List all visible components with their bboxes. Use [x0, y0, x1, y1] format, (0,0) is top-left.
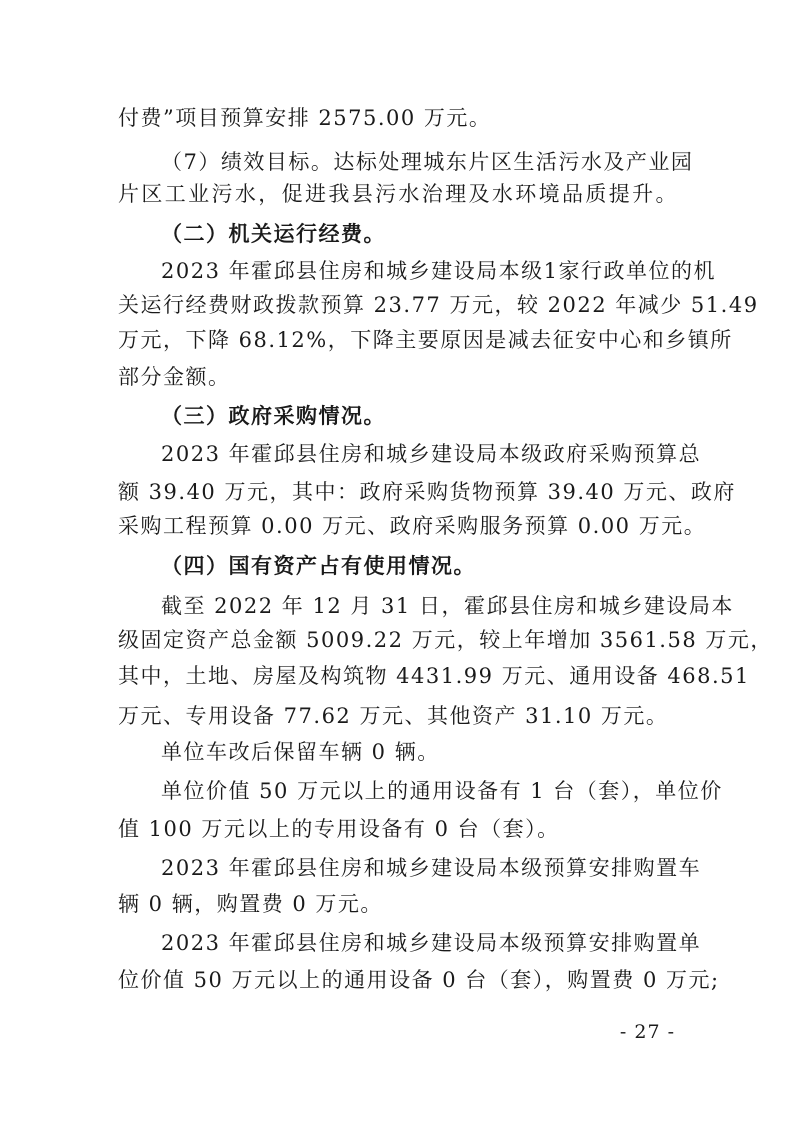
section-heading: （二）机关运行经费。 — [161, 222, 386, 246]
text-line: 付费”项目预算安排 2575.00 万元。 — [118, 106, 492, 130]
text-line: 单位车改后保留车辆 0 辆。 — [161, 740, 440, 764]
text-line: 其中，土地、房屋及构筑物 4431.99 万元、通用设备 468.51 — [118, 664, 750, 688]
section-heading: （三）政府采购情况。 — [161, 404, 386, 428]
text-line: 级固定资产总金额 5009.22 万元，较上年增加 3561.58 万元， — [118, 628, 773, 652]
text-line: 2023 年霍邱县住房和城乡建设局本级1家行政单位的机 — [161, 259, 716, 283]
text-line: 额 39.40 万元，其中：政府采购货物预算 39.40 万元、政府 — [118, 480, 736, 504]
section-heading: （四）国有资产占有使用情况。 — [161, 554, 476, 578]
text-line: 值 100 万元以上的专用设备有 0 台（套）。 — [118, 817, 560, 841]
text-line: 采购工程预算 0.00 万元、政府采购服务预算 0.00 万元。 — [118, 514, 707, 538]
text-line: 关运行经费财政拨款预算 23.77 万元，较 2022 年减少 51.49 — [118, 293, 759, 317]
text-line: 部分金额。 — [118, 365, 231, 389]
text-line: 截至 2022 年 12 月 31 日，霍邱县住房和城乡建设局本 — [161, 594, 734, 618]
text-line: 万元、专用设备 77.62 万元、其他资产 31.10 万元。 — [118, 704, 669, 728]
text-line: （7）绩效目标。达标处理城东片区生活污水及产业园 — [161, 150, 694, 174]
text-line: 万元，下降 68.12%，下降主要原因是减去征安中心和乡镇所 — [118, 328, 733, 352]
text-line: 2023 年霍邱县住房和城乡建设局本级政府采购预算总 — [161, 442, 702, 466]
page-number: - 27 - — [619, 1021, 675, 1043]
text-line: 片区工业污水，促进我县污水治理及水环境品质提升。 — [118, 182, 678, 206]
text-line: 位价值 50 万元以上的通用设备 0 台（套），购置费 0 万元; — [118, 968, 720, 992]
text-line: 2023 年霍邱县住房和城乡建设局本级预算安排购置单 — [161, 931, 702, 955]
text-line: 单位价值 50 万元以上的通用设备有 1 台（套），单位价 — [161, 779, 723, 803]
text-line: 辆 0 辆，购置费 0 万元。 — [118, 892, 383, 916]
text-line: 2023 年霍邱县住房和城乡建设局本级预算安排购置车 — [161, 856, 702, 880]
